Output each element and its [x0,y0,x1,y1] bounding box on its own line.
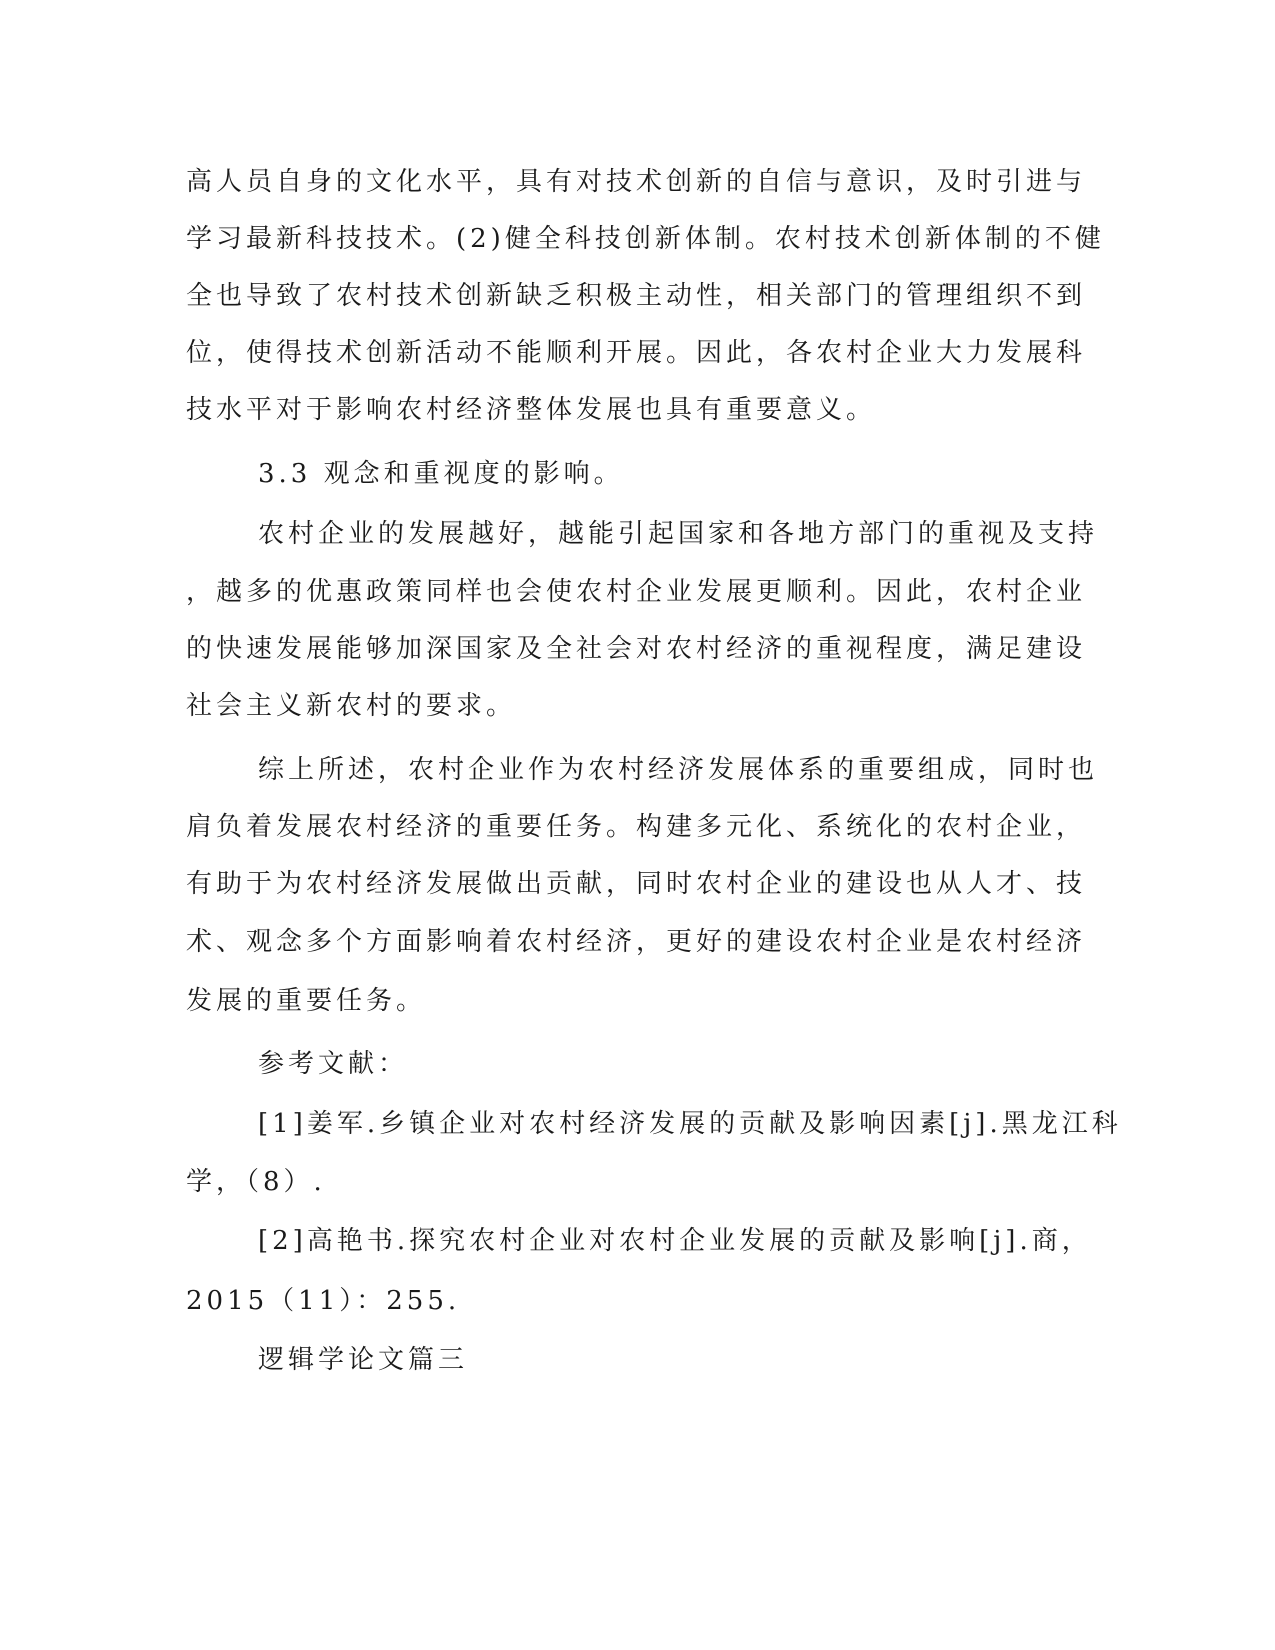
body-text-line: 综上所述，农村企业作为农村经济发展体系的重要组成，同时也 [258,755,1099,785]
body-text-line: 农村企业的发展越好，越能引起国家和各地方部门的重视及支持 [258,519,1099,549]
body-text-line: 术、观念多个方面影响着农村经济，更好的建设农村企业是农村经济 [186,927,1087,957]
body-text-line: 高人员自身的文化水平，具有对技术创新的自信与意识，及时引进与 [186,167,1087,197]
body-text-line: 全也导致了农村技术创新缺乏积极主动性，相关部门的管理组织不到 [186,281,1087,311]
body-text-line: 位，使得技术创新活动不能顺利开展。因此，各农村企业大力发展科 [186,338,1087,368]
references-heading: 参考文献： [258,1049,409,1079]
body-text-line: 有助于为农村经济发展做出贡献，同时农村企业的建设也从人才、技 [186,869,1087,899]
body-text-line: 肩负着发展农村经济的重要任务。构建多元化、系统化的农村企业， [186,812,1087,842]
body-text-line: 的快速发展能够加深国家及全社会对农村经济的重视程度，满足建设 [186,634,1087,664]
body-text-line: 技水平对于影响农村经济整体发展也具有重要意义。 [186,395,877,425]
reference-item-continuation: 学，（8）. [186,1167,326,1197]
reference-item: [1]姜军.乡镇企业对农村经济发展的贡献及影响因素[j].黑龙江科 [258,1109,1122,1139]
section-heading: 3.3 观念和重视度的影响。 [258,459,624,489]
body-text-line: 发展的重要任务。 [186,986,427,1016]
reference-item: [2]高艳书.探究农村企业对农村企业发展的贡献及影响[j].商， [258,1226,1092,1256]
section-title: 逻辑学论文篇三 [258,1345,469,1375]
body-text-line: 学习最新科技技术。(2)健全科技创新体制。农村技术创新体制的不健 [186,224,1105,254]
body-text-line: 社会主义新农村的要求。 [186,691,517,721]
body-text-line: ，越多的优惠政策同样也会使农村企业发展更顺利。因此，农村企业 [186,577,1087,607]
reference-item-continuation: 2015（11）：255. [186,1286,461,1316]
